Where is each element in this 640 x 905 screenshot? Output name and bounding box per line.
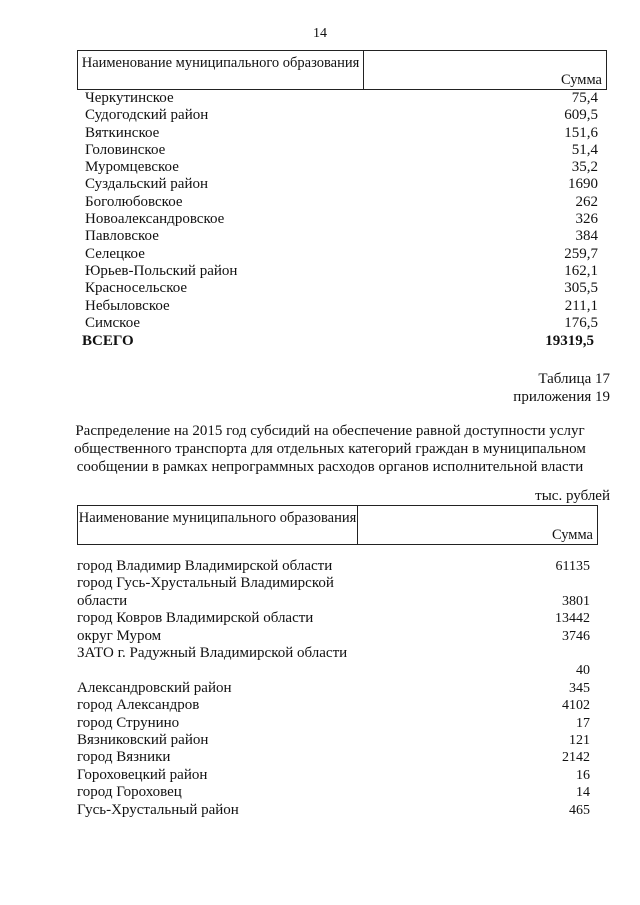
table1-header-name: Наименование муниципального образования bbox=[78, 51, 364, 89]
table-row bbox=[85, 107, 598, 124]
row-name: город Вязники bbox=[77, 749, 171, 766]
table-row bbox=[85, 176, 598, 193]
row-name: Судогодский район bbox=[85, 107, 209, 124]
row-value: 609,5 bbox=[564, 107, 598, 124]
table2-heading-line2: общественного транспорта для отдельных категорий граждан в муниципальном bbox=[74, 441, 586, 457]
row-value: 13442 bbox=[555, 611, 590, 627]
table-row bbox=[85, 263, 598, 280]
table-row bbox=[77, 749, 590, 766]
row-value: 176,5 bbox=[564, 314, 598, 331]
row-name: Суздальский район bbox=[85, 176, 208, 193]
row-value: 121 bbox=[569, 732, 590, 748]
table2-heading-line1: Распределение на 2015 год субсидий на обеспечение равной доступности услуг bbox=[75, 423, 585, 439]
row-value: 345 bbox=[569, 680, 590, 696]
table-row bbox=[85, 142, 598, 159]
table2-body bbox=[77, 558, 590, 819]
row-value: 211,1 bbox=[564, 297, 598, 314]
row-value: 465 bbox=[569, 802, 590, 818]
row-name: город Владимир Владимирской области bbox=[77, 558, 333, 574]
row-value: 2142 bbox=[562, 750, 590, 766]
units-label: тыс. рублей bbox=[535, 488, 610, 504]
table-row bbox=[77, 697, 590, 714]
row-value: 151,6 bbox=[564, 124, 598, 141]
row-value: 162,1 bbox=[564, 262, 598, 279]
row-value: 326 bbox=[575, 211, 598, 228]
row-name: Селецкое bbox=[85, 245, 145, 262]
table2-heading-line3: сообщении в рамках непрограммных расходов органов исполнительной власти bbox=[76, 459, 584, 475]
row-name: Черкутинское bbox=[85, 90, 174, 106]
table-row bbox=[85, 280, 598, 297]
row-name: Вяткинское bbox=[85, 124, 160, 141]
table-row bbox=[85, 194, 598, 211]
row-name: город Струнино bbox=[77, 714, 180, 731]
row-value: 1690 bbox=[568, 176, 598, 193]
row-value: 16 bbox=[576, 767, 590, 783]
table2-header bbox=[77, 505, 598, 545]
table1-header-sum-cell bbox=[364, 51, 606, 89]
row-name: Боголюбовское bbox=[85, 193, 183, 210]
table-row bbox=[85, 90, 598, 107]
row-value: 17 bbox=[576, 715, 590, 731]
row-name: Красносельское bbox=[85, 280, 188, 297]
table-row bbox=[77, 715, 590, 732]
row-value: 3801 bbox=[562, 593, 590, 609]
row-name: город Ковров Владимирской области bbox=[77, 610, 314, 627]
row-value: 384 bbox=[575, 228, 598, 245]
table2-caption-line2: приложения 19 bbox=[513, 389, 610, 405]
table2-header-name: Наименование муниципального образования bbox=[78, 506, 358, 544]
table-row bbox=[85, 159, 598, 176]
row-name: Гусь-Хрустальный район bbox=[77, 801, 239, 818]
row-value: 51,4 bbox=[571, 141, 598, 158]
table2-caption bbox=[513, 370, 610, 406]
row-name: Юрьев-Польский район bbox=[85, 262, 238, 279]
table1-body bbox=[85, 90, 598, 332]
table-row bbox=[85, 315, 598, 332]
row-name: Вязниковский район bbox=[77, 731, 209, 748]
table-row bbox=[85, 228, 598, 245]
row-value: 305,5 bbox=[564, 280, 598, 297]
row-name: Небыловское bbox=[85, 297, 170, 314]
row-name: ЗАТО г. Радужный Владимирской области bbox=[77, 644, 348, 661]
row-value: 3746 bbox=[562, 628, 590, 644]
table2-header-sum-cell bbox=[358, 506, 597, 544]
row-name: Головинское bbox=[85, 141, 166, 158]
total-value: 19319,5 bbox=[545, 333, 594, 349]
row-name: Гороховецкий район bbox=[77, 766, 208, 783]
table2-heading bbox=[70, 422, 590, 476]
row-name: Муромцевское bbox=[85, 159, 179, 176]
row-name: Павловское bbox=[85, 228, 159, 245]
row-value: 75,4 bbox=[571, 90, 598, 106]
table-row bbox=[85, 298, 598, 315]
row-name: Симское bbox=[85, 314, 141, 331]
row-value: 61135 bbox=[555, 559, 590, 574]
table-row bbox=[77, 558, 590, 575]
table2-header-sum: Сумма bbox=[551, 527, 593, 543]
table1-header bbox=[77, 50, 607, 90]
page-number: 14 bbox=[313, 26, 327, 41]
table-row bbox=[77, 784, 590, 801]
table-row bbox=[77, 610, 590, 627]
row-name: город Гороховец bbox=[77, 784, 182, 801]
table-row bbox=[85, 246, 598, 263]
table-row bbox=[77, 767, 590, 784]
table1-header-sum: Сумма bbox=[560, 72, 602, 88]
table1-total-row bbox=[82, 333, 594, 353]
table-row bbox=[77, 645, 590, 680]
row-value: 35,2 bbox=[571, 159, 598, 176]
table-row bbox=[77, 680, 590, 697]
table-row bbox=[77, 628, 590, 645]
total-label: ВСЕГО bbox=[82, 333, 134, 349]
row-name: город Гусь-Хрустальный Владимирской области bbox=[77, 575, 334, 609]
row-name: Александровский район bbox=[77, 679, 232, 696]
table-row bbox=[77, 802, 590, 819]
row-value: 4102 bbox=[562, 698, 590, 714]
row-value: 40 bbox=[576, 663, 590, 679]
row-name: Новоалександровское bbox=[85, 211, 225, 228]
table-row bbox=[77, 732, 590, 749]
row-value: 14 bbox=[576, 785, 590, 801]
row-name: округ Муром bbox=[77, 627, 162, 644]
table-row bbox=[77, 575, 590, 610]
table-row bbox=[85, 125, 598, 142]
table-row bbox=[85, 211, 598, 228]
row-name: город Александров bbox=[77, 697, 200, 714]
row-value: 262 bbox=[575, 193, 598, 210]
row-value: 259,7 bbox=[564, 245, 598, 262]
table2-caption-line1: Таблица 17 bbox=[538, 371, 610, 387]
